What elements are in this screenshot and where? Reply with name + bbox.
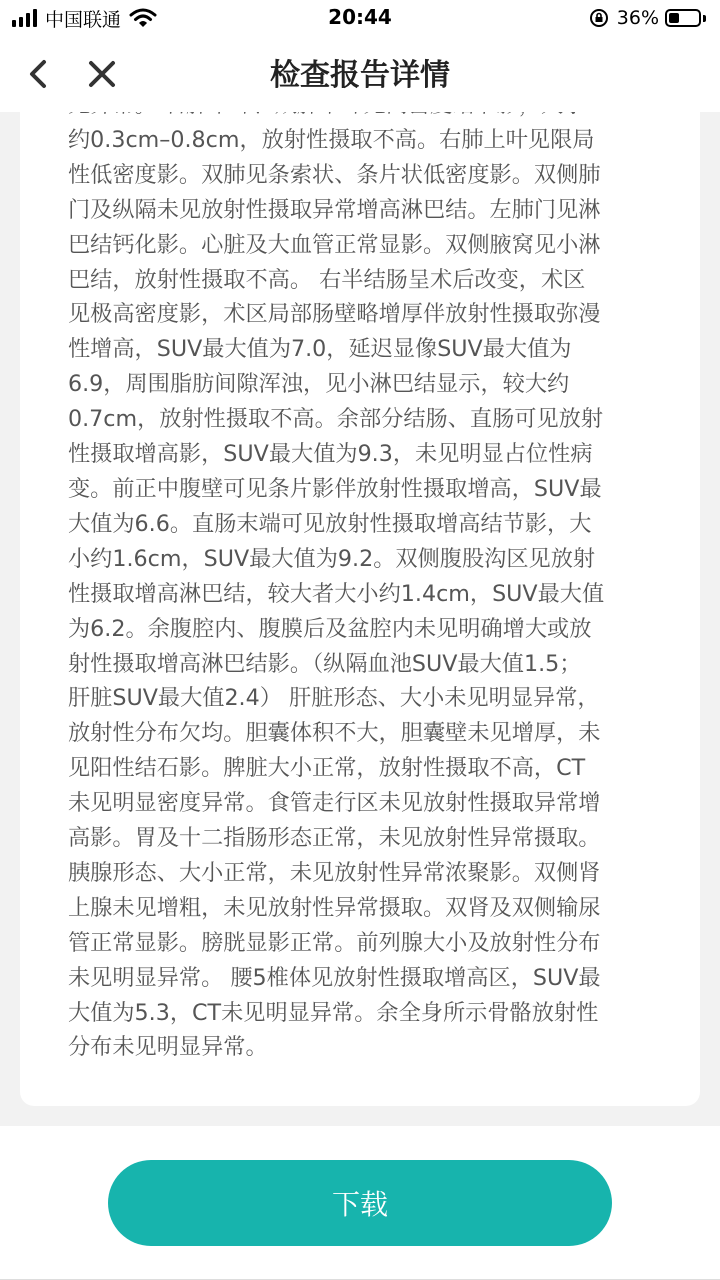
battery-icon bbox=[665, 9, 706, 27]
report-card bbox=[20, 40, 700, 1106]
status-time: 20:44 bbox=[328, 5, 392, 29]
nav-bar bbox=[0, 36, 720, 112]
status-bar bbox=[0, 0, 720, 36]
status-right bbox=[589, 6, 706, 30]
page-title: 检查报告详情 bbox=[270, 58, 450, 93]
battery-fill bbox=[669, 13, 679, 23]
bottom-bar bbox=[0, 1126, 720, 1280]
report-body: 约0.3cm–0.8cm，放射性摄取不高。右肺上叶见限局 性低密度影。双肺见条索状、条片状低密度影。双侧肺 门及纵隔未见放射性摄取异常增高淋巴结。左肺门见淋 巴结钙化影。心脏及大血管正常显影。双侧腋窝见小淋 巴结，放射性摄取不高。 右半结肠呈术后改变，术区 见极高密度影，术区局部肠壁略增厚伴放射性摄取弥漫 性增高，SUV最大值为7.0，延迟显像SUV最大值为 6.9，周围脂肪间隙浑浊，见小淋巴结显示，较大约 0.7cm，放射性摄取不高。余部分结肠、直肠可见放射 性摄取增高影，SUV最大值为9.3，未见明显占位性病 变。前正中腹壁可见条片影伴放射性摄取增高，SUV最 大值为6.6。直肠末端可见放射性摄取增高结节影，大 小约1.6cm，SUV最大值为9.2。双侧腹股沟区见放射 性摄取增高淋巴结，较大者大小约1.4cm，SUV最大值 为6.2。余腹腔内、腹膜后及盆腔内未见明确增大或放 射性摄取增高淋巴结影。（纵隔血池SUV最大值1.5； 肝脏SUV最大值2.4） 肝脏形态、大小未见明显异常， 放射性分布欠均。胆囊体积不大，胆囊壁未见增厚，未 见阳性结石影。脾脏大小正常，放射性摄取不高，CT 未见明显密度异常。食管走行区未见放射性摄取异常增 高影。胃及十二指肠形态正常，未见放射性异常摄取。 胰腺形态、大小正常，未见放射性异常浓聚影。双侧肾 上腺未见增粗，未见放射性异常摄取。双肾及双侧输尿 管正常显影。膀胱显影正常。前列腺大小及放射性分布 未见明显异常。 腰5椎体见放射性摄取增高区，SUV最 大值为5.3，CT未见明显异常。余全身所示骨骼放射性 分布未见明显异常。 bbox=[68, 126, 605, 1061]
carrier-name: 中国联通 bbox=[45, 8, 122, 31]
lock-rotation-icon bbox=[589, 8, 609, 28]
report-text bbox=[68, 88, 656, 1065]
battery-percent: 36% bbox=[616, 7, 659, 29]
download-button[interactable]: 下载 bbox=[108, 1160, 612, 1246]
